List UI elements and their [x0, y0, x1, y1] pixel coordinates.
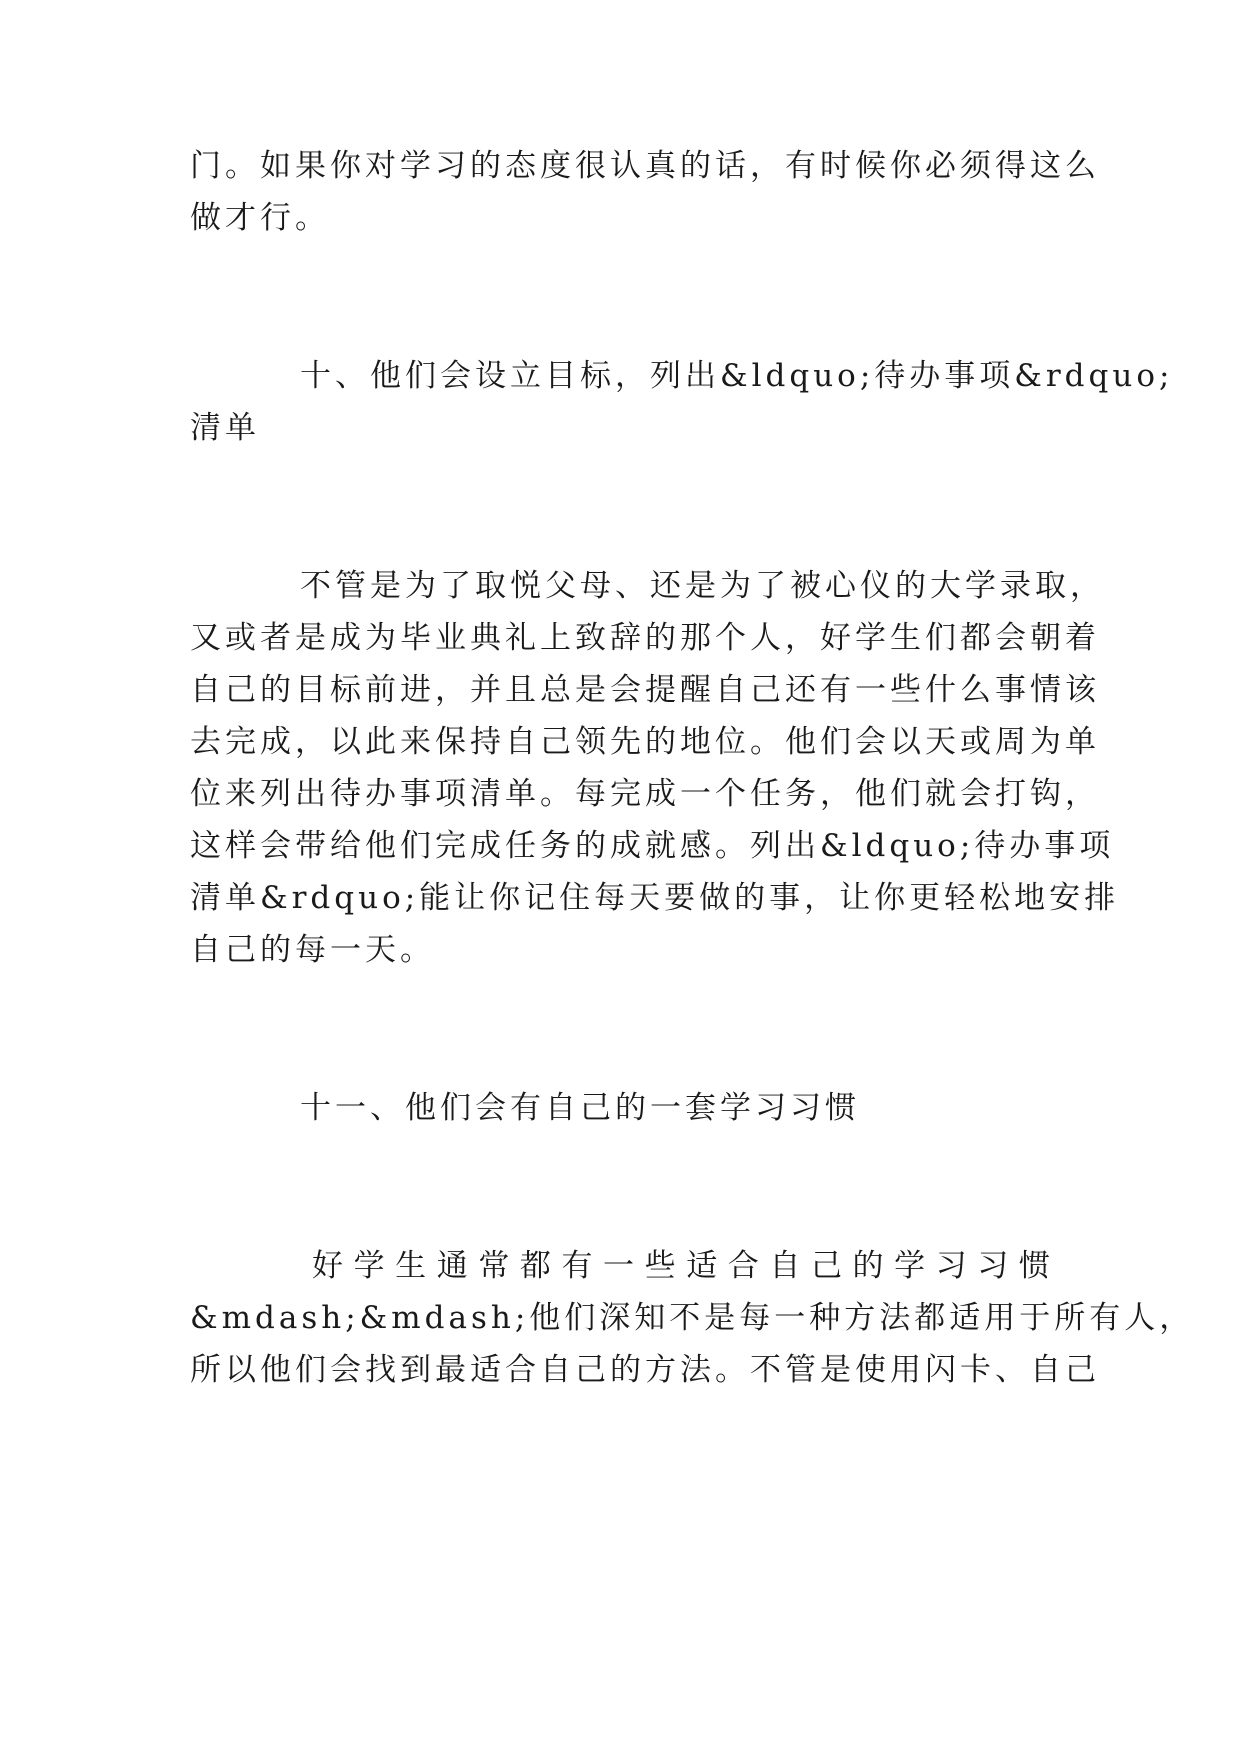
section-heading-continued: 清单 — [190, 410, 260, 446]
char: 都 — [519, 1248, 551, 1284]
section-heading: 十、他们会设立目标，列出&ldquo;待办事项&rdquo; — [300, 358, 1174, 394]
paragraph-line: 清单&rdquo;能让你记住每天要做的事，让你更轻松地安排 — [190, 880, 1120, 916]
paragraph-line: 自己的目标前进，并且总是会提醒自己还有一些什么事情该 — [190, 672, 1100, 708]
char: 学 — [894, 1248, 926, 1284]
paragraph-line: 又或者是成为毕业典礼上致辞的那个人，好学生们都会朝着 — [190, 620, 1100, 656]
char: 合 — [727, 1248, 759, 1284]
char: 自 — [769, 1248, 801, 1284]
paragraph-line: &mdash;&mdash;他们深知不是每一种方法都适用于所有人， — [190, 1300, 1195, 1336]
char: 惯 — [1018, 1248, 1050, 1284]
char: 有 — [561, 1248, 593, 1284]
char: 些 — [644, 1248, 676, 1284]
char: 学 — [353, 1248, 385, 1284]
paragraph-line: 不管是为了取悦父母、还是为了被心仪的大学录取， — [300, 568, 1105, 604]
section-heading: 十一、他们会有自己的一套学习习惯 — [300, 1090, 860, 1126]
char: 的 — [852, 1248, 884, 1284]
char: 通 — [436, 1248, 468, 1284]
paragraph-line: 所以他们会找到最适合自己的方法。不管是使用闪卡、自己 — [190, 1352, 1100, 1388]
paragraph-line-justified — [312, 1246, 1050, 1286]
char: 习 — [977, 1248, 1009, 1284]
char: 常 — [478, 1248, 510, 1284]
char: 适 — [686, 1248, 718, 1284]
paragraph-line: 去完成，以此来保持自己领先的地位。他们会以天或周为单 — [190, 724, 1100, 760]
paragraph-line: 位来列出待办事项清单。每完成一个任务，他们就会打钩， — [190, 776, 1100, 812]
char: 习 — [935, 1248, 967, 1284]
paragraph-line: 这样会带给他们完成任务的成就感。列出&ldquo;待办事项 — [190, 828, 1115, 864]
paragraph-line: 自己的每一天。 — [190, 932, 435, 968]
paragraph-line: 门。如果你对学习的态度很认真的话，有时候你必须得这么 — [190, 148, 1100, 184]
char: 生 — [395, 1248, 427, 1284]
paragraph-line: 做才行。 — [190, 200, 330, 236]
char: 好 — [312, 1248, 343, 1284]
char: 一 — [603, 1248, 635, 1284]
char: 己 — [810, 1248, 842, 1284]
